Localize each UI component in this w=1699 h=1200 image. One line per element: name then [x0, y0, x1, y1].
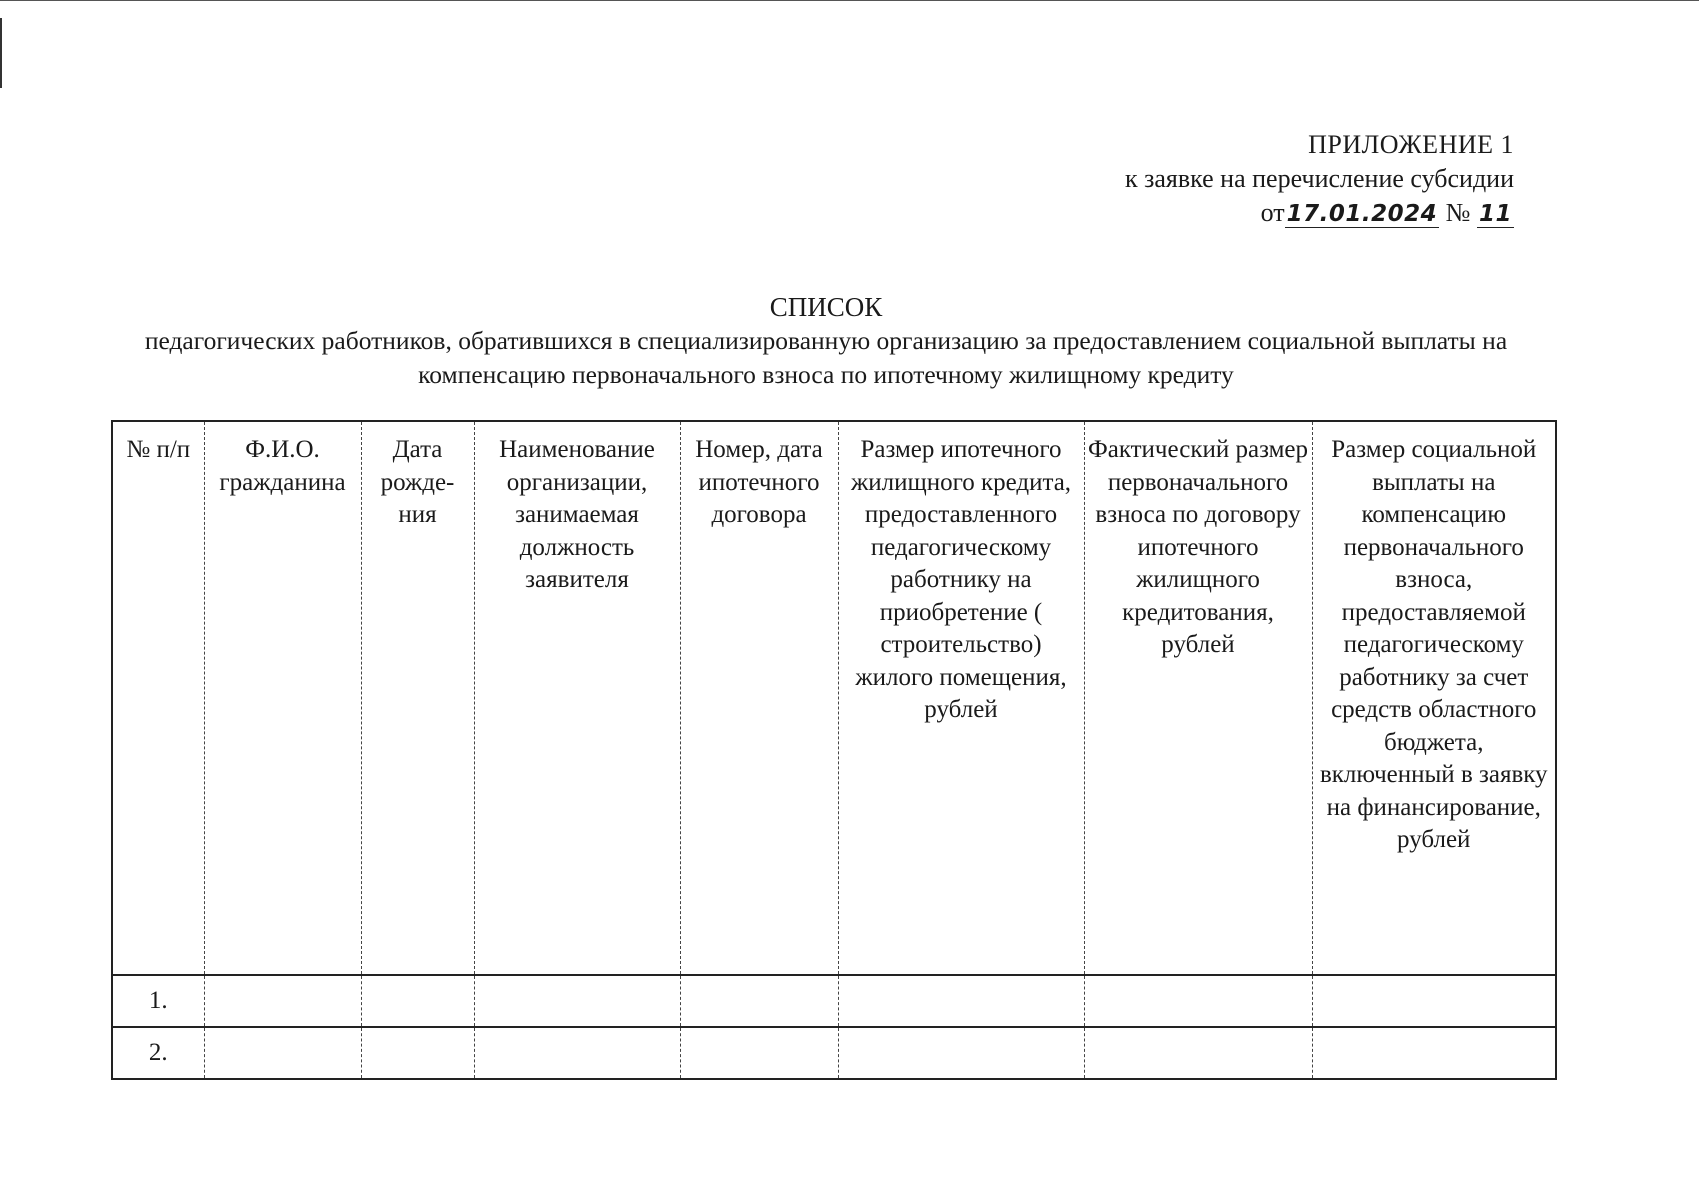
- table-cell: [1084, 975, 1312, 1027]
- table-cell: [1084, 1027, 1312, 1079]
- table-cell: [204, 1027, 361, 1079]
- col-header-credit-amount: Размер ипотечного жилищного кредита, предоставленного педагогическому работнику на приобретение ( строительство) жилого помещения, рублей: [838, 421, 1084, 975]
- table-header-row: [112, 421, 1556, 975]
- table-cell: [474, 975, 680, 1027]
- row-number: 2.: [112, 1027, 204, 1079]
- table-cell: [361, 1027, 474, 1079]
- table-row: [112, 975, 1556, 1027]
- handwritten-date: 17.01.2024: [1286, 201, 1438, 227]
- handwritten-number: 11: [1478, 201, 1512, 227]
- col-header-full-name: Ф.И.О. гражданина: [204, 421, 361, 975]
- document-subtitle: педагогических работников, обратившихся в специализированную организацию за предоставлением социальной выплаты на компенсацию первоначального взноса по ипотечному жилищному кредиту: [144, 326, 1508, 389]
- row-number: 1.: [112, 975, 204, 1027]
- scan-margin-mark: [0, 18, 2, 88]
- col-header-down-payment: Фактический размер первоначального взноса по договору ипотечного жилищного кредитования, рублей: [1084, 421, 1312, 975]
- table-cell: [680, 1027, 838, 1079]
- col-header-contract: Номер, дата ипотечного договора: [680, 421, 838, 975]
- document-title: СПИСОК: [769, 292, 883, 322]
- col-header-number: № п/п: [112, 421, 204, 975]
- table-cell: [1312, 975, 1556, 1027]
- col-header-organization: Наименование организации, занимаемая должность заявителя: [474, 421, 680, 975]
- table-cell: [204, 975, 361, 1027]
- table-cell: [838, 1027, 1084, 1079]
- appendix-date-line: [1125, 196, 1514, 231]
- col-header-birth-date: Дата рожде-ния: [361, 421, 474, 975]
- col-header-social-payment: Размер социальной выплаты на компенсацию первоначального взноса, предоставляемой педагогическому работнику за счет средств областного бюджета, включенный в заявку на финансирование, рублей: [1312, 421, 1556, 975]
- appendix-title: ПРИЛОЖЕНИЕ 1: [1308, 130, 1514, 159]
- number-prefix: №: [1445, 198, 1471, 227]
- table-cell: [680, 975, 838, 1027]
- teachers-list-table: [111, 420, 1557, 1080]
- date-prefix: от: [1260, 198, 1285, 227]
- table-cell: [474, 1027, 680, 1079]
- table-cell: [838, 975, 1084, 1027]
- scan-edge-line: [0, 0, 1699, 1]
- appendix-block: [1125, 128, 1514, 231]
- table-row: [112, 1027, 1556, 1079]
- table-cell: [361, 975, 474, 1027]
- table-cell: [1312, 1027, 1556, 1079]
- appendix-subtitle: к заявке на перечисление субсидии: [1124, 164, 1514, 193]
